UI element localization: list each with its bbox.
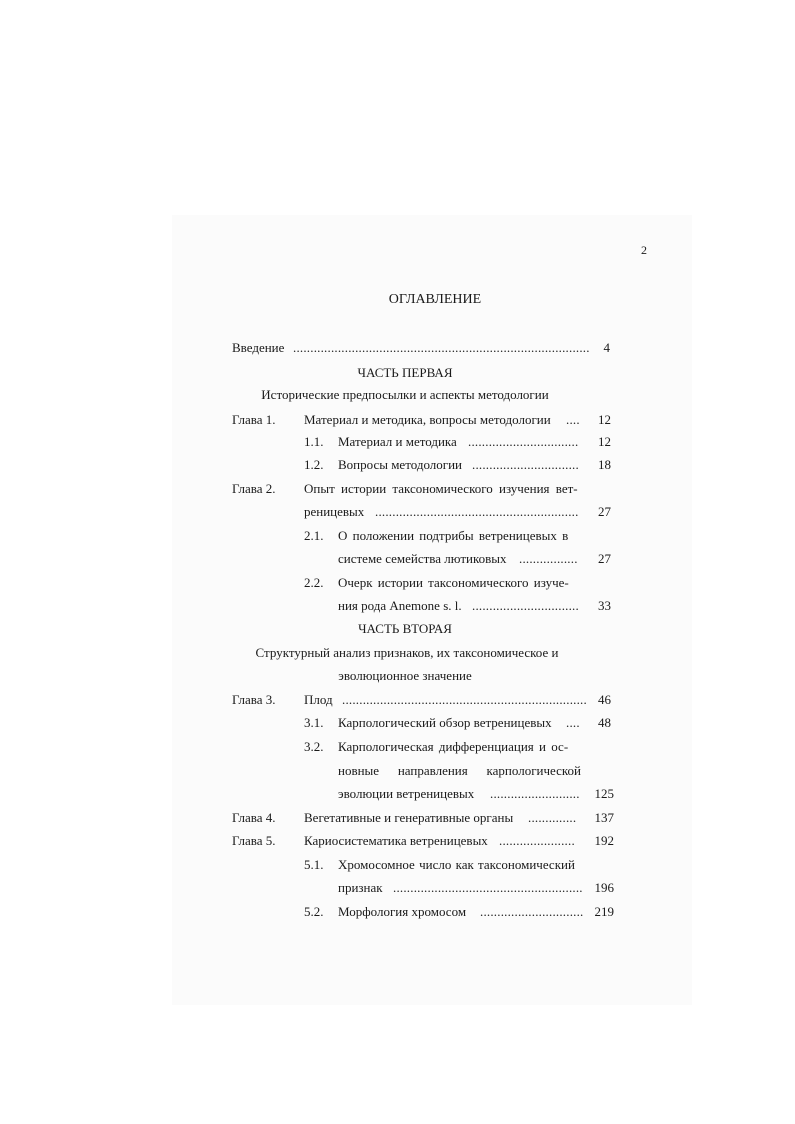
ch5-s1-line2: признак	[338, 880, 383, 895]
ch1-s1-num: 1.1.	[304, 434, 324, 449]
ch4-page: 137	[594, 810, 614, 825]
ch3-s2-line2	[338, 763, 581, 779]
ch5-s2-dots: ..............................	[480, 904, 584, 919]
ch2-s2-line1: Очерк истории таксономического изуче-	[338, 575, 569, 590]
ch4-title: Вегетативные и генеративные органы	[304, 810, 514, 825]
ch4-label: Глава 4.	[232, 810, 276, 825]
part1-heading: ЧАСТЬ ПЕРВАЯ	[357, 365, 453, 380]
ch3-s2-line2-word1: новные	[338, 763, 380, 778]
ch2-s2-line2: ния рода Anemone s. l.	[338, 598, 462, 613]
ch3-s2-line2-word2: направления	[397, 763, 468, 778]
ch5-s2-page: 219	[594, 904, 614, 919]
ch5-label: Глава 5.	[232, 833, 276, 848]
ch2-label: Глава 2.	[232, 481, 276, 496]
ch1-s1-page: 12	[598, 434, 611, 449]
ch1-s2-dots: ...............................	[472, 457, 579, 472]
part2-subtitle-line1: Структурный анализ признаков, их таксономическое и	[255, 645, 559, 660]
ch2-title-line1: Опыт истории таксономического изучения вет-	[304, 481, 578, 496]
ch2-s2-dots: ...............................	[472, 598, 579, 613]
ch2-s1-line1: О положении подтрибы ветреницевых в	[338, 528, 569, 543]
ch5-s1-num: 5.1.	[304, 857, 324, 872]
ch3-dots: .......................................................................	[342, 692, 587, 707]
ch5-s2-num: 5.2.	[304, 904, 324, 919]
ch3-title: Плод	[304, 692, 333, 707]
ch2-page: 27	[598, 504, 611, 519]
ch3-s2-line3: эволюции ветреницевых	[338, 786, 475, 801]
part2-heading: ЧАСТЬ ВТОРАЯ	[358, 621, 452, 636]
ch3-s2-line2-word3: карпологической	[486, 763, 581, 778]
ch3-label: Глава 3.	[232, 692, 276, 707]
ch5-dots: ......................	[499, 833, 575, 848]
part1-subtitle: Исторические предпосылки и аспекты методологии	[261, 387, 549, 402]
page-number: 2	[641, 243, 647, 257]
ch2-s2-num: 2.2.	[304, 575, 324, 590]
ch3-s1-page: 48	[598, 715, 611, 730]
ch2-s1-line2: системе семейства лютиковых	[338, 551, 507, 566]
ch1-page: 12	[598, 412, 611, 427]
ch1-dots: ....	[566, 412, 580, 427]
ch2-title-line2: реницевых	[304, 504, 365, 519]
ch3-s2-num: 3.2.	[304, 739, 324, 754]
ch4-dots: ..............	[528, 810, 577, 825]
ch3-s1-dots: ....	[566, 715, 580, 730]
ch2-s2-page: 33	[598, 598, 611, 613]
ch1-s2-page: 18	[598, 457, 611, 472]
ch5-s1-dots: .......................................................	[393, 880, 583, 895]
ch5-page: 192	[594, 833, 614, 848]
ch2-s1-num: 2.1.	[304, 528, 324, 543]
ch3-s2-line1: Карпологическая дифференциация и ос-	[338, 739, 569, 754]
toc-title: ОГЛАВЛЕНИЕ	[388, 292, 482, 307]
ch1-s2-num: 1.2.	[304, 457, 324, 472]
ch5-s1-line1: Хромосомное число как таксономический	[338, 857, 575, 872]
ch3-page: 46	[598, 692, 611, 707]
ch2-s1-dots: .................	[519, 551, 578, 566]
toc-intro-dots: ......................................................................................	[293, 340, 590, 355]
ch5-title: Кариосистематика ветреницевых	[304, 833, 488, 848]
ch3-s1-num: 3.1.	[304, 715, 324, 730]
ch1-title: Материал и методика, вопросы методологии	[304, 412, 551, 427]
ch1-label: Глава 1.	[232, 412, 276, 427]
ch5-s2-title: Морфология хромосом	[338, 904, 467, 919]
ch2-dots: ...........................................................	[375, 504, 579, 519]
ch3-s1-title: Карпологический обзор ветреницевых	[338, 715, 552, 730]
toc-intro-label: Введение	[232, 340, 285, 355]
ch5-s1-page: 196	[594, 880, 614, 895]
ch1-s2-title: Вопросы методологии	[338, 457, 463, 472]
part2-subtitle-line2: эволюционное значение	[338, 668, 472, 683]
toc-intro-page: 4	[603, 340, 610, 355]
ch1-s1-dots: ................................	[468, 434, 579, 449]
ch3-s2-page: 125	[594, 786, 614, 801]
ch3-s2-dots: ..........................	[490, 786, 580, 801]
ch1-s1-title: Материал и методика	[338, 434, 457, 449]
ch2-s1-page: 27	[598, 551, 611, 566]
